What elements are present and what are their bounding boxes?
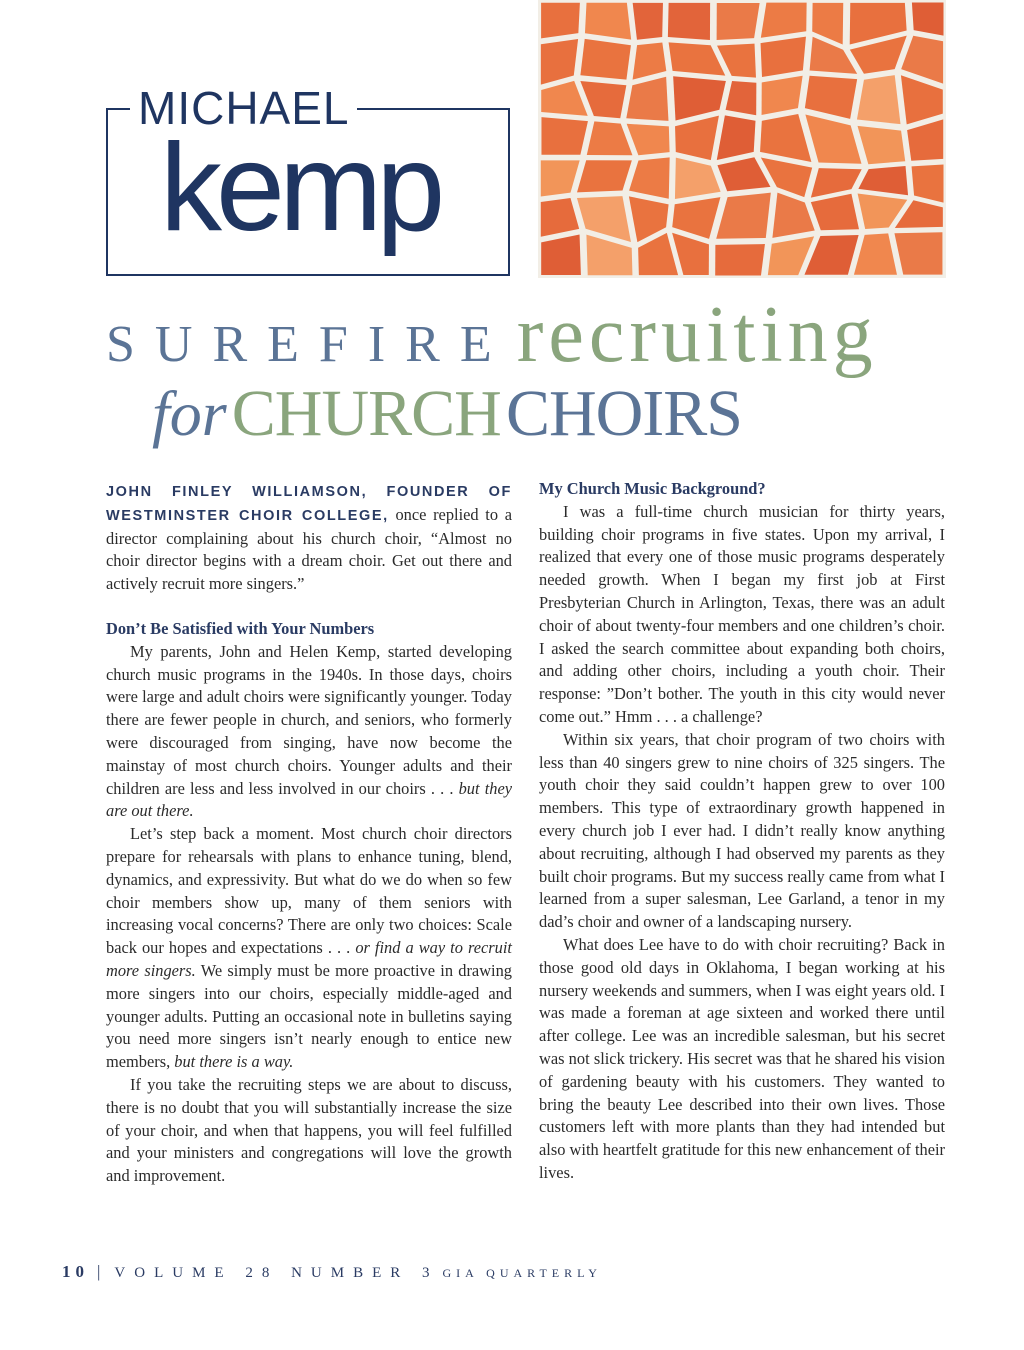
section-heading-numbers: Don’t Be Satisfied with Your Numbers (106, 618, 375, 638)
article-title-line-1 (106, 291, 878, 379)
left-column (106, 480, 512, 1188)
body-paragraph: What does Lee have to do with choir recruiting? Back in those good old days in Oklahoma, I began working at his nursery weekends and summers, when I was eight years old. I was made a foreman at age sixteen and worked there until after college. Lee was an incredible salesman, but his secret was not slick trickery. His secret was that he shared his vision of gardening beauty with his customers. They wanted to bring the beauty Lee described into their own lives. Those customers left with more plants than they had intended but also with heartfelt gratitude for this new enhancement of their lives. (539, 934, 946, 1182)
title-choirs: CHOIRS (505, 377, 742, 450)
mosaic-tile (633, 3, 663, 40)
lead-paragraph (106, 480, 512, 596)
lead-text: once replied to a director complaining about his church choir, “Almost no choir director begins with a dream choir. Get out there and actively recruit more singers.” (106, 504, 512, 594)
author-first-name: MICHAEL (130, 80, 357, 136)
page-footer (62, 1262, 602, 1283)
mosaic-tile (541, 117, 587, 155)
body-paragraph: My parents, John and Helen Kemp, started developing church music programs in the 1940s. In those days, choirs were large and adult choirs were significantly younger. Today there are fewer people in church, and seniors, who formerly were discouraged from singing, have now become the mainstay of most church choirs. Younger adults and their children are less and less involved in our choirs . . . but they are out there. (106, 641, 512, 821)
title-recruiting: recruiting (516, 291, 878, 379)
footer-separator: | (97, 1262, 101, 1281)
title-surefire: SUREFIRE (106, 316, 512, 373)
author-last-name: kemp (160, 119, 440, 257)
mosaic-tile (585, 3, 631, 40)
body-paragraph: Let’s step back a moment. Most church choir directors prepare for rehearsals with plans to enhance tuning, blend, dynamics, and expressivity. But what do we do when so few choir members show up, many of them seniors with increasing vocal concerns? There are only two choices: Scale back our hopes and expectations . . . or find a way to recruit more singers. We simply must be more proactive in drawing more singers into our choirs, especially middle-aged and younger adults. Putting an occasional note in bulletins saying you need more singers isn’t nearly enough to entice new members, but there is a way. (106, 824, 512, 1072)
body-paragraph: If you take the recruiting steps we are about to discuss, there is no doubt that you will substantially increase the size of your choir, and when that happens, you will feel fulfilled and your ministers and congregations will love the growth and improvement. (106, 1074, 512, 1186)
mosaic-tile (668, 3, 710, 40)
mosaic-tile (580, 39, 631, 80)
lead-caps: JOHN FINLEY WILLIAMSON, FOUNDER OF WESTMINSTER CHOIR COLLEGE, (106, 484, 512, 524)
body-paragraph: Within six years, that choir program of two choirs with less than 40 singers grew to nine choirs of 325 singers. The youth choir they said couldn’t happen grew to over 100 members. This type of extraordinary growth happened in every church job I ever had. I didn’t really know anything about recruiting, although I had observed my parents as they built choir programs. But my success really came from what I learned from a super salesman, Lee Garland, a tenor in my dad’s choir and owner of a landscaping nursery. (539, 729, 945, 932)
mosaic-tile (715, 244, 765, 275)
volume-label: VOLUME 28 NUMBER 3 (114, 1265, 439, 1281)
article-title-line-2 (152, 372, 742, 456)
mosaic-tile (717, 3, 760, 40)
right-column (539, 478, 945, 1185)
title-church: CHURCH (231, 377, 501, 450)
section-heading-background: My Church Music Background? (539, 479, 766, 498)
title-for: for (152, 378, 227, 449)
publication-name: GIA QUARTERLY (442, 1266, 602, 1280)
mosaic-tile-image (538, 0, 946, 278)
page-number: 10 (62, 1262, 89, 1281)
mosaic-tile (541, 3, 580, 39)
mosaic-tile (912, 2, 944, 35)
body-paragraph: I was a full-time church musician for thirty years, building choir programs in five states. Upon my arrival, I realized that every one of those music programs desperately needed growth. When I began my first job at First Presbyterian Church in Arlington, Texas, there was an adult choir of about twenty-four members and one children’s choir. I asked the search committee about expanding both choirs, and adding other choirs, including a youth choir. Their response: ”Don’t bother. The youth in this city would never come out.” Hmm . . . a challenge? (539, 501, 945, 726)
